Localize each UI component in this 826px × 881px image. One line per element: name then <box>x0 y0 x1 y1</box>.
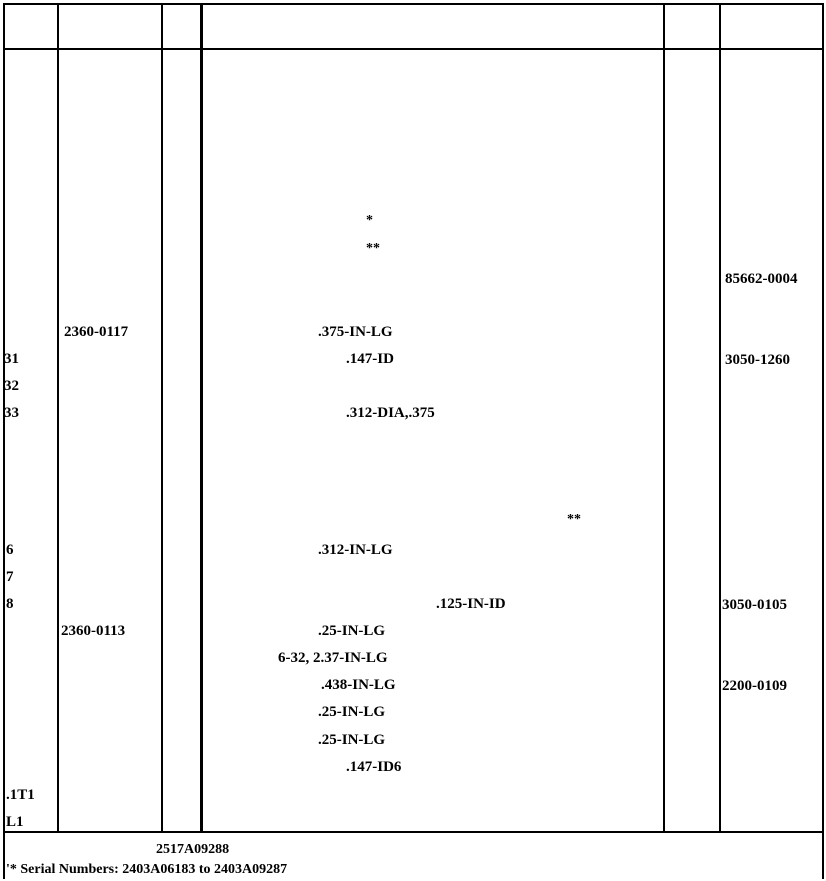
column-divider <box>57 3 59 832</box>
reference-cell: 31 <box>4 351 19 367</box>
reference-cell: .1T1 <box>6 787 35 803</box>
footnote-marker: ** <box>567 512 581 527</box>
part-number-cell: 2360-0117 <box>64 324 129 340</box>
description-cell: .312-DIA,.375 <box>346 405 435 421</box>
description-cell: .25-IN-LG <box>318 732 386 748</box>
column-divider <box>663 3 665 832</box>
description-cell: .25-IN-LG <box>318 623 386 639</box>
column-divider <box>719 3 721 832</box>
mfr-part-cell: 85662-0004 <box>725 271 798 287</box>
reference-cell: 8 <box>6 596 14 612</box>
mfr-part-cell: 3050-1260 <box>725 352 790 368</box>
part-number-cell: 2360-0113 <box>61 623 126 639</box>
reference-cell: 6 <box>6 542 14 558</box>
mfr-part-cell: 3050-0105 <box>722 597 787 613</box>
reference-cell: L1 <box>6 814 24 830</box>
reference-cell: 33 <box>4 405 19 421</box>
parts-table <box>3 3 824 879</box>
description-cell: .147-ID6 <box>346 759 402 775</box>
footnote-line: '* Serial Numbers: 2403A06183 to 2403A09287 <box>6 862 288 877</box>
column-divider <box>200 3 203 832</box>
description-cell: .125-IN-ID <box>436 596 506 612</box>
description-cell: .375-IN-LG <box>318 324 393 340</box>
footnote-marker: * <box>366 213 373 228</box>
description-cell: .438-IN-LG <box>321 677 396 693</box>
description-cell: .312-IN-LG <box>318 542 393 558</box>
footnote-line: 2517A09288 <box>156 842 230 857</box>
footer-rule <box>3 831 822 833</box>
reference-cell: 7 <box>6 569 14 585</box>
header-rule <box>3 48 822 50</box>
reference-cell: 32 <box>4 378 19 394</box>
footnote-marker: ** <box>366 241 380 256</box>
column-divider <box>161 3 163 832</box>
description-cell: .25-IN-LG <box>318 704 386 720</box>
description-cell: 6-32, 2.37-IN-LG <box>278 650 388 666</box>
description-cell: .147-ID <box>346 351 394 367</box>
mfr-part-cell: 2200-0109 <box>722 678 787 694</box>
